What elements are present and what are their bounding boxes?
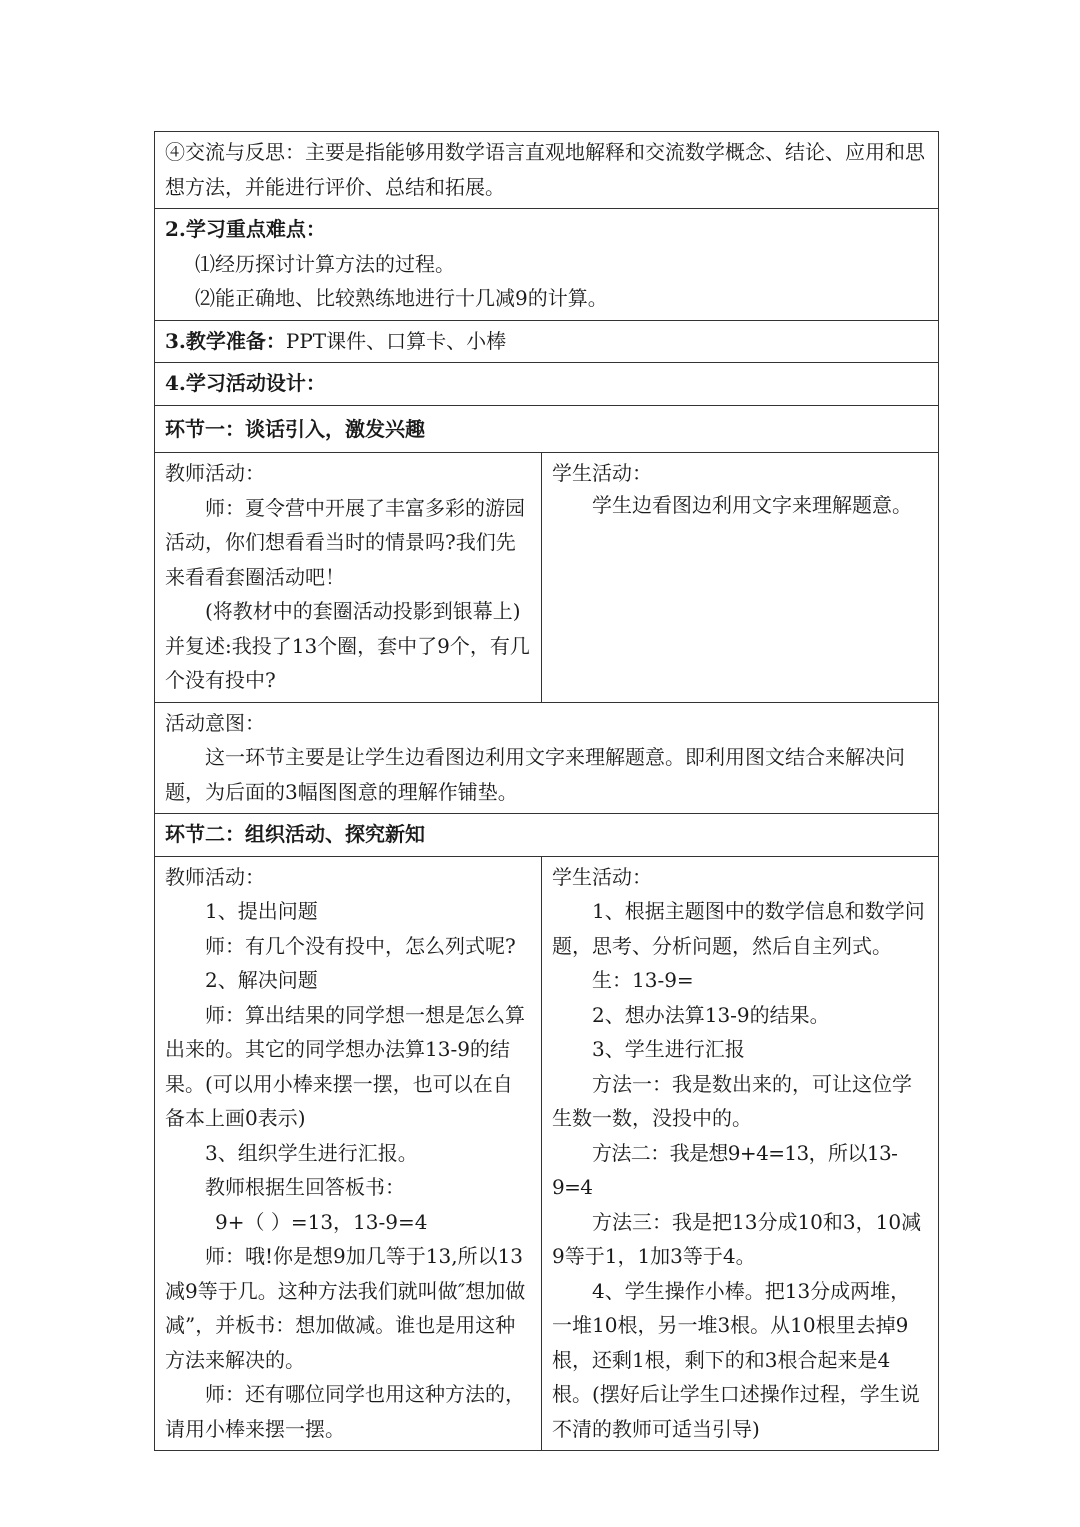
row-section2-title — [155, 814, 939, 857]
section2-teacher-para-1: 1、提出问题 — [205, 899, 318, 923]
section1-intent-text: 这一环节主要是让学生边看图边利用文字来理解题意。即利用图文结合来解决问题，为后面的3幅图图意的理解作铺垫。 — [165, 745, 905, 804]
section1-intent-cell — [155, 702, 939, 814]
section2-student-para-8: 4、学生操作小棒。把13分成两堆，一堆10根，另一堆3根。从10根里去掉9根，还剩1根，剩下的和3根合起来是4根。(摆好后让学生口述操作过程，学生说不清的教师可适当引导) — [552, 1278, 920, 1441]
section1-intent-label: 活动意图： — [165, 710, 265, 735]
section2-teacher-para-7: 9+（ ）=13，13-9=4 — [215, 1209, 428, 1234]
section2-student-para-5: 方法一：我是数出来的，可让这位学生数一数，没投中的。 — [552, 1071, 912, 1130]
section2-student-para-6: 方法二：我是想9+4=13，所以13-9=4 — [552, 1140, 898, 1199]
row-section1-title — [155, 405, 939, 453]
preparation-title: 3.教学准备： — [165, 328, 286, 353]
section2-teacher-para-6: 教师根据生回答板书： — [205, 1175, 405, 1199]
section2-teacher-para-9: 师：还有哪位同学也用这种方法的，请用小棒来摆一摆。 — [165, 1382, 525, 1441]
row-activity-design — [155, 363, 939, 406]
section2-student-para-7: 方法三：我是把13分成10和3，10减9等于1，1加3等于4。 — [552, 1209, 922, 1268]
section2-teacher-para-4: 师：算出结果的同学想一想是怎么算出来的。其它的同学想办法算13-9的结果。(可以用小棒来摆一摆，也可以在自备本上画0表示) — [165, 1002, 525, 1130]
section1-teacher-para-2: (将教材中的套圈活动投影到银幕上)并复述:我投了13个圈，套中了9个，有几个没有投中? — [165, 599, 530, 692]
section2-teacher-cell — [155, 856, 542, 1451]
section2-title-cell — [155, 814, 939, 857]
section2-student-para-1: 1、根据主题图中的数学信息和数学问题，思考、分析问题，然后自主列式。 — [552, 899, 925, 958]
section2-teacher-para-8: 师：哦!你是想9加几等于13,所以13减9等于几。这种方法我们就叫做″想加做减”，并板书：想加做减。谁也是用这种方法来解决的。 — [165, 1244, 526, 1372]
activity-design-title: 4.学习活动设计： — [165, 371, 326, 395]
section1-teacher-para-1: 师：夏令营中开展了丰富多彩的游园活动，你们想看看当时的情景吗?我们先来看看套圈活动吧！ — [165, 495, 525, 589]
row-section1-intent — [155, 702, 939, 814]
row-key-points — [155, 209, 939, 321]
preparation-cell — [155, 320, 939, 363]
section2-student-para-3: 2、想办法算13-9的结果。 — [592, 1002, 830, 1027]
section1-teacher-label: 教师活动： — [165, 461, 265, 485]
row-preparation — [155, 320, 939, 363]
activity-design-cell — [155, 363, 939, 406]
section2-teacher-para-3: 2、解决问题 — [205, 968, 318, 992]
section1-title: 环节一：谈话引入，激发兴趣 — [165, 416, 425, 441]
reflection-text: ④交流与反思：主要是指能够用数学语言直观地解释和交流数学概念、结论、应用和思想方法，并能进行评价、总结和拓展。 — [165, 140, 925, 199]
section2-teacher-para-5: 3、组织学生进行汇报。 — [205, 1140, 418, 1165]
key-points-cell — [155, 209, 939, 321]
section2-student-cell — [542, 856, 939, 1451]
section1-student-para-1: 学生边看图边利用文字来理解题意。 — [592, 492, 912, 517]
section2-student-label: 学生活动： — [552, 864, 652, 889]
section2-teacher-label: 教师活动： — [165, 864, 265, 889]
section2-student-para-4: 3、学生进行汇报 — [592, 1037, 745, 1061]
key-point-1: ⑴经历探讨计算方法的过程。 — [195, 251, 455, 276]
section2-title: 环节二：组织活动、探究新知 — [165, 822, 425, 846]
preparation-text: PPT课件、口算卡、小棒 — [285, 328, 507, 353]
section1-student-label: 学生活动： — [552, 461, 652, 485]
reflection-cell — [155, 132, 939, 209]
row-reflection — [155, 132, 939, 209]
key-point-2: ⑵能正确地、比较熟练地进行十几减9的计算。 — [195, 286, 608, 310]
lesson-plan-table — [154, 131, 939, 1451]
section2-teacher-para-2: 师：有几个没有投中，怎么列式呢? — [205, 933, 516, 958]
key-points-title: 2.学习重点难点： — [165, 217, 326, 241]
section2-student-para-2: 生：13-9= — [592, 968, 694, 992]
section1-teacher-cell — [155, 453, 542, 703]
row-section1-activities — [155, 453, 939, 703]
section1-title-cell — [155, 405, 939, 453]
section1-student-cell — [542, 453, 939, 703]
row-section2-activities — [155, 856, 939, 1451]
